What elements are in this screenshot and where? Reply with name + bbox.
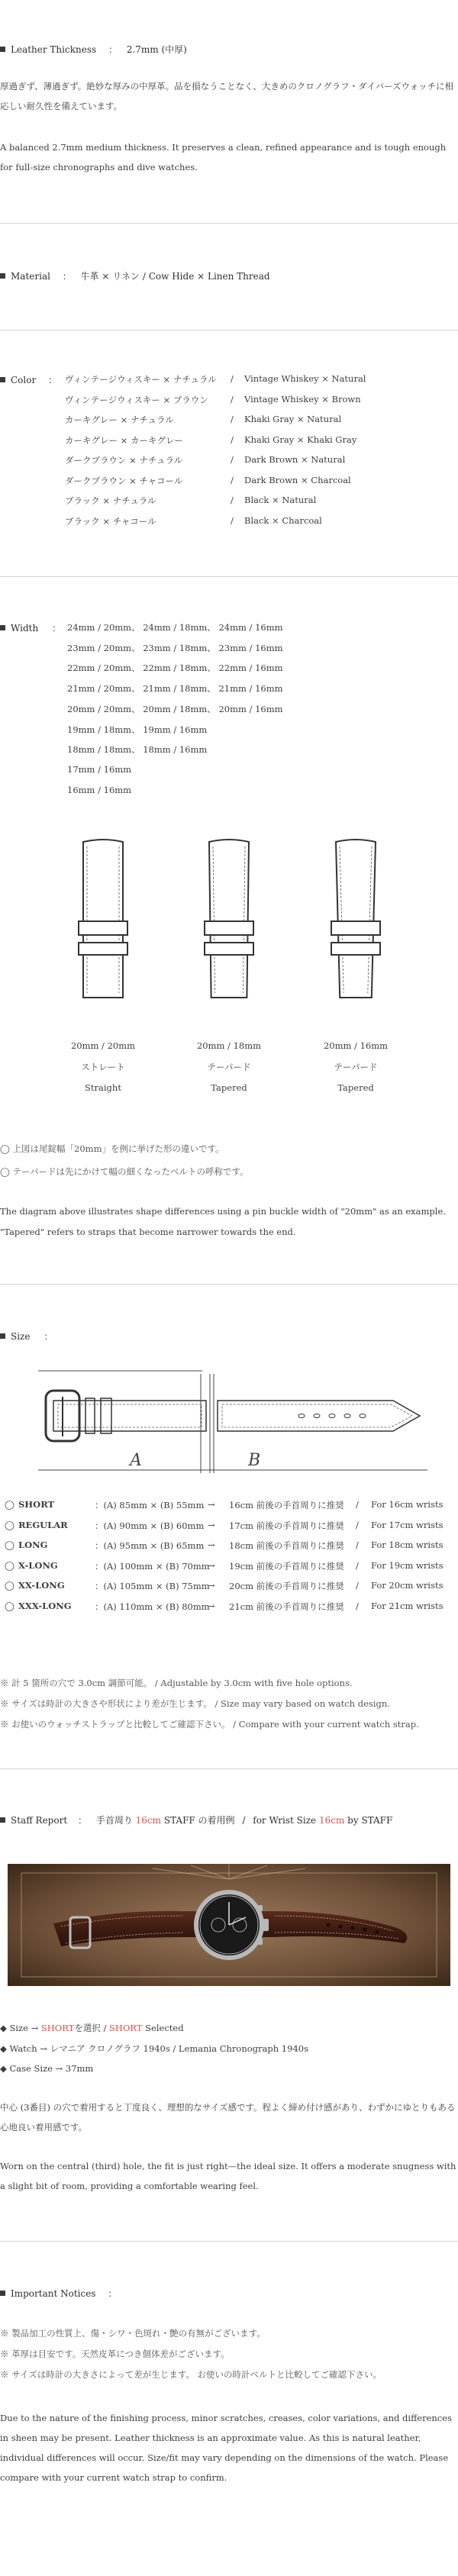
strap-type-en: Tapered [211,1082,247,1093]
size-en: For 19cm wrists [371,1559,443,1571]
color-item-en: Dark Brown × Charcoal [244,474,351,485]
thickness-sep: ： [108,44,118,55]
color-item-en: Dark Brown × Natural [244,454,346,465]
strap-keeper [331,943,380,955]
divider [0,2241,458,2242]
size-slash: / [356,1499,359,1510]
thickness-value: 2.7mm (中厚) [126,44,187,55]
staff-label: Staff Report [11,1815,68,1826]
size-note-3: ※ お使いのウォッチストラップと比較してご確認下さい。 / Compare with your current watch strap. [0,1719,419,1730]
size-name: SHORT [18,1499,55,1510]
size-name: XXX-LONG [18,1600,72,1611]
size-sep: ： [44,1331,53,1342]
square-bullet-icon [0,377,5,382]
staff-sep: ： [77,1815,87,1826]
size-slash: / [356,1519,359,1530]
width-note-en-1: The diagram above illustrates shape differences using a pin buckle width of "20mm" as an example. [0,1206,446,1217]
strap-size-label: 20mm / 20mm [70,1040,136,1051]
staff-photo [0,1864,458,1986]
thickness-desc-jp: 厚過ぎず、薄過ぎず。絶妙な厚みの中厚革。品を損なうことなく、大きめのクロノグラフ・ダイバーズウォッチに相応しい耐久性を備えています。 [0,81,454,111]
material-heading [0,269,270,282]
size-en: For 20cm wrists [371,1580,443,1591]
width-row: 20mm / 20mm、 20mm / 18mm、 20mm / 16mm [67,703,283,714]
square-bullet-icon [0,2291,5,2296]
width-row: 16mm / 16mm [67,784,132,795]
size-spec: ：(A) 110mm × (B) 80mm [95,1601,210,1612]
size-heading [0,1330,53,1343]
staff-title-pre: 手首周り [95,1815,133,1826]
square-bullet-icon [0,1817,5,1823]
size-arrow: → [208,1580,215,1591]
strap-outline [209,840,249,998]
divider [0,1284,458,1285]
size-spec: ：(A) 90mm × (B) 60mm [95,1520,205,1531]
size-note-1: ※ 計 5 箇所の穴で 3.0cm 調節可能。 / Adjustable by 3.0cm with five hole options. [0,1678,353,1688]
size-arrow: → [208,1539,215,1550]
square-bullet-icon [0,47,5,52]
size-name: LONG [18,1539,48,1550]
thickness-desc-en: A balanced 2.7mm medium thickness. It preserves a clean, refined appearance and is tough enough for full-size chronographs and dive watches. [0,142,447,172]
size-circle-icon: ◯ [5,1519,15,1530]
strap-outline [336,840,376,998]
size-spec: ：(A) 100mm × (B) 70mm [95,1560,210,1572]
size-fit: 19cm 前後の手首周りに推奨 [229,1560,344,1572]
staff-line-1-en: SHORT [109,2023,143,2033]
strap-stitch [213,846,245,993]
staff-desc-jp: 中心 (3番目) の穴で着用すると丁度良く、理想的なサイズ感です。程よく締め付け感があり、わずかにゆとりもある心地良い着用感です。 [0,2102,456,2133]
width-note-2: ◯ テーパードは先にかけて幅の細くなったベルトの呼称です。 [0,1166,249,1177]
size-arrow: → [208,1519,215,1530]
strap-type-en: Tapered [337,1082,374,1093]
thickness-heading [0,43,187,56]
width-sep: ： [52,623,62,634]
staff-heading [0,1814,392,1826]
square-bullet-icon [0,273,5,279]
staff-title-mid: STAFF の着用例 [163,1815,235,1826]
size-fit: 20cm 前後の手首周りに推奨 [229,1581,344,1591]
size-fit: 16cm 前後の手首周りに推奨 [229,1500,344,1510]
staff-line-3: ◆ Case Size → 37mm [0,2063,94,2074]
size-label: Size [11,1331,31,1342]
width-row: 18mm / 18mm、 18mm / 16mm [67,744,208,756]
strap-diagram-2 [198,836,260,1004]
material-sep: ： [62,271,72,282]
strap-type-jp: ストレート [81,1062,125,1072]
color-item-en: Khaki Gray × Natural [244,414,342,424]
size-slash: / [356,1580,359,1591]
width-note-1: ◯ 上図は尾錠幅「20mm」を例に挙げた形の違いです。 [0,1143,224,1154]
width-row: 23mm / 20mm、 23mm / 18mm、 23mm / 16mm [67,642,283,653]
size-fit: 17cm 前後の手首周りに推奨 [229,1520,344,1531]
size-note-2: ※ サイズは時計の大きさや形状により差が生じます。 / Size may vary based on watch design. [0,1698,390,1709]
width-row: 24mm / 20mm、 24mm / 18mm、 24mm / 16mm [67,622,283,633]
notice-jp-2: ※ 革厚は目安です。天然皮革につき個体差がございます。 [0,2349,230,2359]
notice-jp-3: ※ サイズは時計の大きさによって差が生じます。 お使いの時計ベルトと比較してご確認下さい。 [0,2369,382,2380]
staff-line-1-jp: SHORT [40,2023,75,2033]
color-item-slash: / [231,474,234,485]
square-bullet-icon [0,625,5,630]
size-name: REGULAR [18,1519,68,1530]
divider [0,576,458,577]
strap-keeper [79,943,127,955]
width-note-en-2: "Tapered" refers to straps that become narrower towards the end. [0,1227,296,1237]
size-fit: 18cm 前後の手首周りに推奨 [229,1540,344,1551]
strap-keeper [205,921,253,935]
material-value: 牛革 × リネン / Cow Hide × Linen Thread [80,271,270,282]
color-item-jp: ヴィンテージウィスキー × ナチュラル [65,374,217,385]
notices-heading [0,2287,117,2300]
color-item-slash: / [231,373,234,384]
size-spec: ：(A) 105mm × (B) 75mm [95,1581,210,1591]
color-item-jp: ダークブラウン × ナチュラル [65,455,183,466]
size-spec: ：(A) 95mm × (B) 65mm [95,1540,205,1551]
size-arrow: → [208,1499,215,1510]
strap-outline [83,840,123,998]
color-label: Color [11,375,37,385]
size-slash: / [356,1539,359,1550]
strap-diagram-3 [325,836,386,1004]
color-item-slash: / [231,393,234,405]
size-fit: 21cm 前後の手首周りに推奨 [229,1601,344,1612]
strap-type-en: Straight [85,1082,121,1093]
square-bullet-icon [0,1333,5,1339]
color-item-jp: ダークブラウン × チャコール [65,475,183,486]
size-en: For 16cm wrists [371,1499,443,1510]
strap-keeper [331,921,380,935]
strap-type-jp: テーパード [207,1062,251,1072]
strap-keeper [79,921,127,935]
strap-size-diagram [0,1366,458,1481]
staff-title-en-num: 16cm [318,1815,345,1826]
size-spec: ：(A) 85mm × (B) 55mm [95,1500,205,1510]
width-heading [0,621,61,634]
width-row: 21mm / 20mm、 21mm / 18mm、 21mm / 16mm [67,683,283,695]
size-arrow: → [208,1600,215,1611]
staff-title-slash: / [242,1815,246,1826]
staff-title-num: 16cm [135,1815,162,1826]
width-row: 17mm / 16mm [67,763,132,775]
staff-title-en-post: by STAFF [347,1815,393,1826]
label-a: A [130,1451,142,1470]
strap-size-label: 20mm / 16mm [323,1040,389,1051]
notices-label: Important Notices [11,2288,96,2299]
size-en: For 18cm wrists [371,1539,443,1550]
size-name: X-LONG [18,1559,58,1571]
staff-desc-en: Worn on the central (third) hole, the fit is just right—the ideal size. It offers a moderate snugness with a slight bit of room, providing a comfortable wearing feel. [0,2161,456,2191]
color-item-jp: ヴィンテージウィスキー × ブラウン [65,394,208,405]
color-item-slash: / [231,454,234,465]
divider [0,223,458,224]
strap-diagram-1 [73,836,134,1004]
strap-size-label: 20mm / 18mm [196,1040,262,1051]
size-circle-icon: ◯ [5,1539,15,1550]
staff-line-1-post: Selected [142,2023,184,2033]
color-item-slash: / [231,514,234,526]
size-circle-icon: ◯ [5,1499,15,1510]
size-arrow: → [208,1559,215,1571]
color-item-en: Vintage Whiskey × Brown [244,393,361,405]
size-en: For 17cm wrists [371,1519,443,1530]
color-item-jp: カーキグレー × カーキグレー [65,434,183,446]
color-item-en: Black × Charcoal [244,514,322,526]
color-item-en: Black × Natural [244,495,317,505]
size-en: For 21cm wrists [371,1600,443,1611]
color-item-slash: / [231,495,234,505]
width-row: 19mm / 18mm、 19mm / 16mm [67,724,208,735]
notices-sep: ： [108,2288,118,2299]
staff-line-1-mid: を選択 / [74,2023,110,2033]
strap-type-jp: テーパード [334,1062,378,1072]
staff-line-1-pre: ◆ Size → [0,2023,41,2033]
width-row: 22mm / 20mm、 22mm / 18mm、 22mm / 16mm [67,663,283,674]
staff-title-en-pre: for Wrist Size [253,1815,317,1826]
strap-stitch [87,846,119,993]
material-label: Material [11,271,50,282]
staff-line-2: ◆ Watch → レマニア クロノグラフ 1940s / Lemania Chronograph 1940s [0,2043,308,2054]
notice-en: Due to the nature of the finishing process, minor scratches, creases, color variations, and differences in sheen may be present. Leather thickness is an approximate value. As this is natural leather, individual differences will occur. Size/fit may vary depending on the dimensions of the watch. Please compare with your current watch strap to confirm. [0,2413,452,2483]
color-item-slash: / [231,414,234,424]
color-item-en: Khaki Gray × Khaki Gray [244,434,357,445]
thickness-label: Leather Thickness [11,44,97,55]
size-name: XX-LONG [18,1580,65,1591]
size-circle-icon: ◯ [5,1559,15,1571]
color-item-jp: ブラック × チャコール [65,515,156,527]
color-heading [0,373,57,386]
staff-line-1 [0,2022,184,2034]
strap-keeper [205,943,253,955]
size-circle-icon: ◯ [5,1580,15,1591]
strap-stitch [340,846,372,993]
size-slash: / [356,1600,359,1611]
size-slash: / [356,1559,359,1571]
size-circle-icon: ◯ [5,1600,15,1611]
divider [0,1768,458,1769]
color-item-en: Vintage Whiskey × Natural [244,373,366,384]
color-sep: ： [48,375,58,385]
color-item-jp: カーキグレー × ナチュラル [65,414,174,425]
color-item-jp: ブラック × ナチュラル [65,495,156,506]
notice-jp-1: ※ 製品加工の性質上、傷・シワ・色斑れ・艶の有無がございます。 [0,2328,266,2339]
color-item-slash: / [231,434,234,445]
width-label: Width [11,623,39,634]
label-b: B [248,1451,261,1470]
